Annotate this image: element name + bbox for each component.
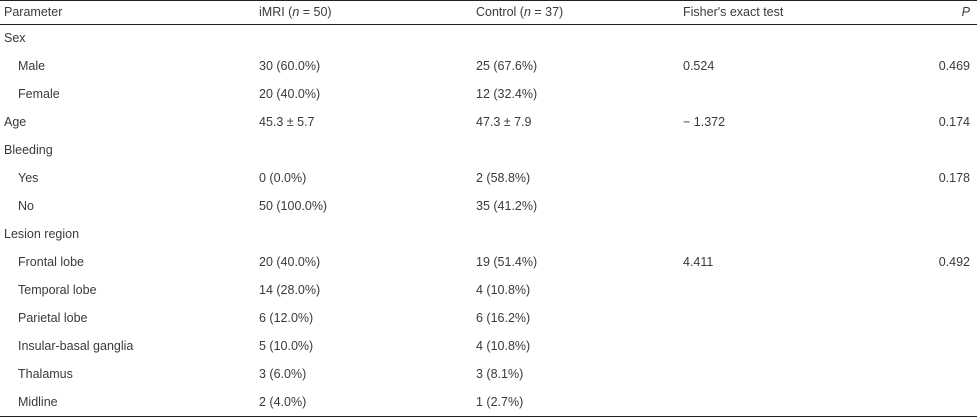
cell-control: 47.3 ± 7.9 [476,115,532,129]
cell-test: 4.411 [683,255,714,269]
header-imri-prefix: iMRI ( [259,5,293,19]
table-row [0,222,977,246]
header-test: Fisher's exact test [683,5,784,19]
cell-imri: 45.3 ± 5.7 [259,115,315,129]
cell-parameter: No [18,199,34,213]
cell-imri: 30 (60.0%) [259,59,321,73]
header-imri [259,0,332,24]
cell-parameter: Thalamus [18,367,73,381]
table-row [0,362,977,386]
cell-control: 19 (51.4%) [476,255,538,269]
table-row [0,306,977,330]
table-row [0,166,977,190]
cell-p: 0.492 [938,255,970,269]
header-control [476,0,563,24]
header-p: P [961,5,970,19]
table-row [0,54,977,78]
cell-p: 0.469 [938,59,970,73]
cell-imri: 14 (28.0%) [259,283,321,297]
cell-control: 2 (58.8%) [476,171,531,185]
cell-imri: 0 (0.0%) [259,171,307,185]
cell-parameter: Parietal lobe [18,311,88,325]
cell-parameter: Male [18,59,46,73]
header-control-prefix: Control ( [476,5,524,19]
cell-imri: 3 (6.0%) [259,367,307,381]
cell-parameter: Midline [18,395,58,409]
table-row [0,110,977,134]
table-row [0,390,977,414]
table-row [0,194,977,218]
header-control-suffix: = 37) [530,5,564,19]
cell-imri: 2 (4.0%) [259,395,307,409]
cell-imri: 5 (10.0%) [259,339,314,353]
cell-control: 25 (67.6%) [476,59,538,73]
table-row [0,334,977,358]
cell-p: 0.178 [938,171,970,185]
header-imri-n: n [292,5,300,19]
cell-control: 6 (16.2%) [476,311,531,325]
cell-test: 0.524 [683,59,715,73]
cell-control: 35 (41.2%) [476,199,538,213]
table-row [0,250,977,274]
cell-imri: 20 (40.0%) [259,87,321,101]
header-imri-suffix: = 50) [299,5,332,19]
cell-parameter: Female [18,87,60,101]
cell-control: 4 (10.8%) [476,283,531,297]
cell-parameter: Insular-basal ganglia [18,339,134,353]
table-bottom-rule [0,416,977,417]
cell-control: 12 (32.4%) [476,87,538,101]
table-row [0,138,977,162]
cell-parameter: Yes [18,171,39,185]
cell-imri: 20 (40.0%) [259,255,321,269]
table-header-row [0,0,977,24]
cell-test: − 1.372 [683,115,726,129]
cell-control: 3 (8.1%) [476,367,524,381]
cell-parameter: Sex [4,31,26,45]
cell-control: 1 (2.7%) [476,395,524,409]
cell-p: 0.174 [938,115,970,129]
cell-imri: 6 (12.0%) [259,311,314,325]
table-row [0,26,977,50]
table-row [0,278,977,302]
cell-parameter: Frontal lobe [18,255,85,269]
table-row [0,82,977,106]
cell-parameter: Age [4,115,27,129]
header-control-n: n [523,5,531,19]
cell-imri: 50 (100.0%) [259,199,328,213]
table-header-rule [0,24,977,25]
cell-parameter: Bleeding [4,143,53,157]
header-parameter: Parameter [4,5,63,19]
cell-control: 4 (10.8%) [476,339,531,353]
cell-parameter: Temporal lobe [18,283,97,297]
cell-parameter: Lesion region [4,227,80,241]
